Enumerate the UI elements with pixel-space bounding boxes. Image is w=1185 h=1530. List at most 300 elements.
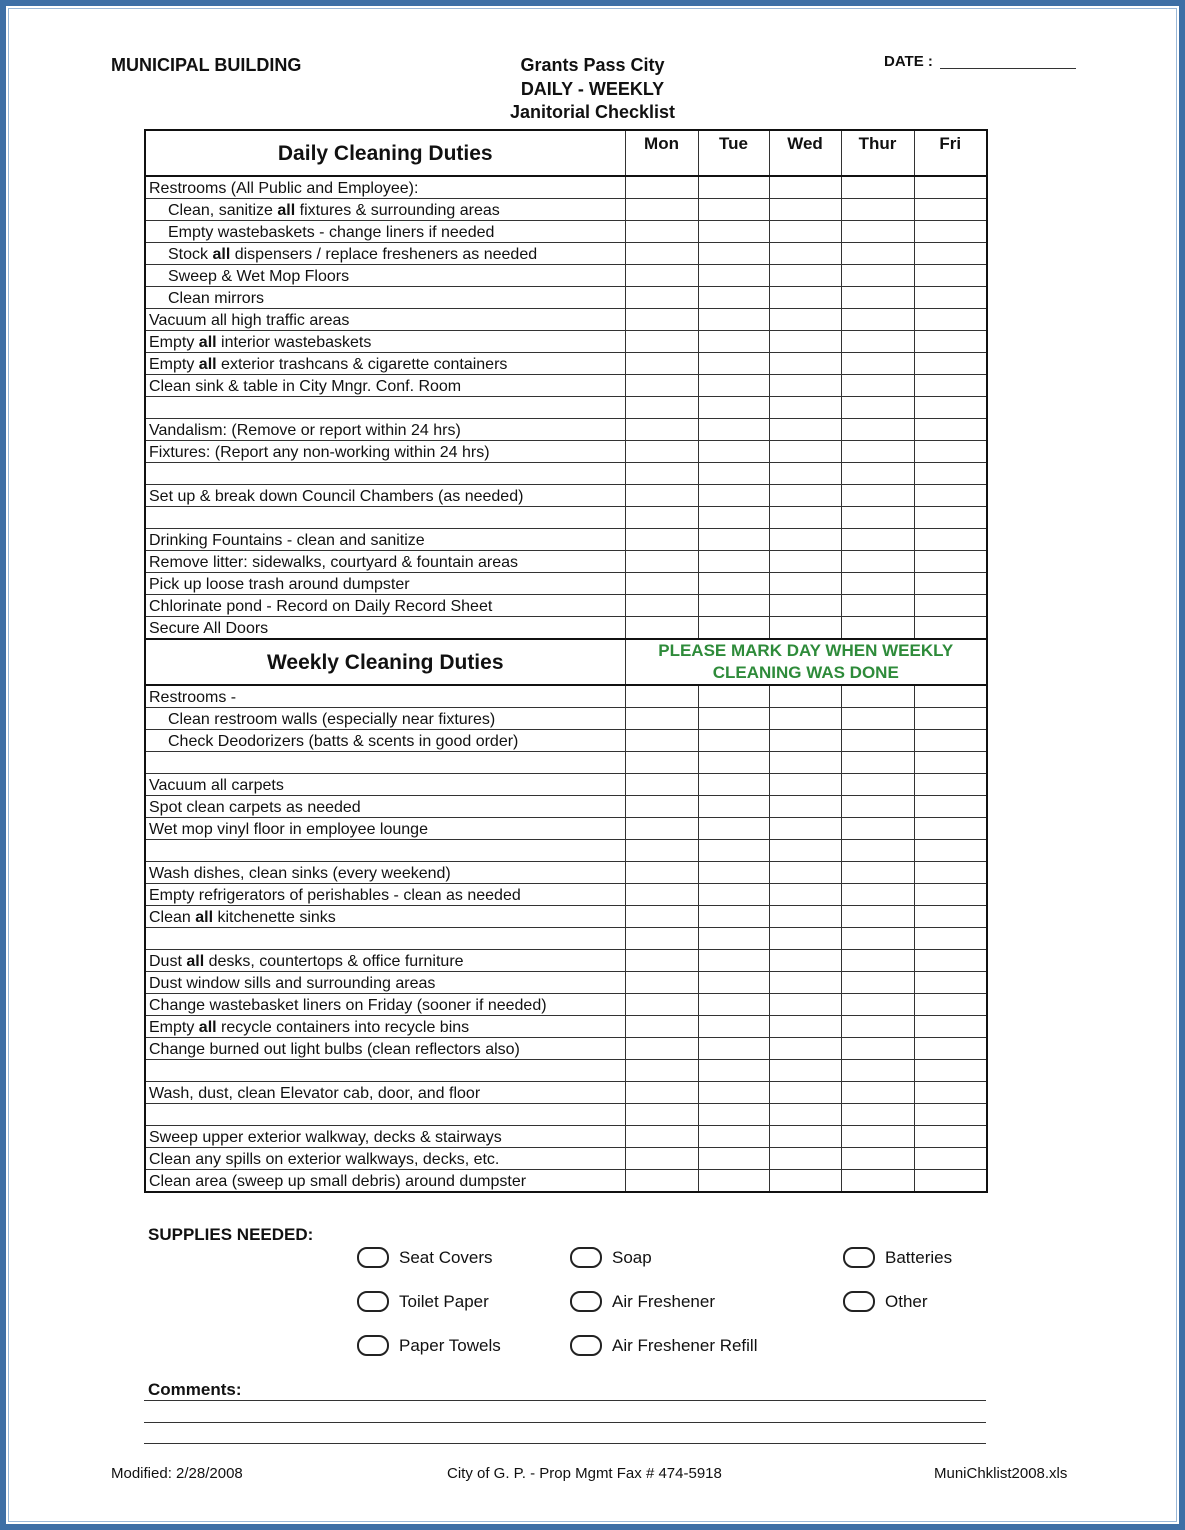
checkbox-cell-wed[interactable] [769, 485, 841, 507]
checkbox-cell-thur[interactable] [841, 463, 914, 485]
checkbox-cell-fri[interactable] [914, 199, 987, 221]
checkbox-cell-fri[interactable] [914, 551, 987, 573]
checkbox-cell-mon[interactable] [625, 774, 698, 796]
checkbox-cell-tue[interactable] [698, 796, 769, 818]
task-label [145, 617, 625, 640]
weekly-note-line: CLEANING WAS DONE [712, 663, 899, 682]
checkbox-cell-thur[interactable] [841, 950, 914, 972]
task-row [145, 1148, 987, 1170]
supply-option[interactable] [843, 1247, 952, 1268]
checkbox-cell-tue[interactable] [698, 1126, 769, 1148]
checkbox-cell-thur[interactable] [841, 573, 914, 595]
checkbox-cell-wed[interactable] [769, 1104, 841, 1126]
checkbox-cell-thur[interactable] [841, 906, 914, 928]
supply-checkbox-icon[interactable] [570, 1247, 602, 1268]
checkbox-cell-fri[interactable] [914, 507, 987, 529]
task-text: Spot clean carpets as needed [149, 799, 361, 816]
checkbox-cell-tue[interactable] [698, 331, 769, 353]
document-title [445, 54, 740, 125]
checkbox-cell-thur[interactable] [841, 708, 914, 730]
checkbox-cell-mon[interactable] [625, 906, 698, 928]
checkbox-cell-thur[interactable] [841, 928, 914, 950]
checkbox-cell-wed[interactable] [769, 529, 841, 551]
checkbox-cell-tue[interactable] [698, 353, 769, 375]
supply-checkbox-icon[interactable] [570, 1335, 602, 1356]
checkbox-cell-mon[interactable] [625, 708, 698, 730]
checkbox-cell-wed[interactable] [769, 1126, 841, 1148]
checkbox-cell-fri[interactable] [914, 397, 987, 419]
checkbox-cell-mon[interactable] [625, 752, 698, 774]
checkbox-cell-thur[interactable] [841, 595, 914, 617]
checkbox-cell-tue[interactable] [698, 730, 769, 752]
supply-checkbox-icon[interactable] [570, 1291, 602, 1312]
checkbox-cell-tue[interactable] [698, 265, 769, 287]
task-row [145, 265, 987, 287]
checkbox-cell-wed[interactable] [769, 397, 841, 419]
checkbox-cell-wed[interactable] [769, 708, 841, 730]
checkbox-cell-wed[interactable] [769, 685, 841, 708]
checkbox-cell-tue[interactable] [698, 287, 769, 309]
checkbox-cell-tue[interactable] [698, 176, 769, 199]
day-header-mon: Mon [625, 130, 698, 176]
checkbox-cell-thur[interactable] [841, 685, 914, 708]
checkbox-cell-tue[interactable] [698, 199, 769, 221]
checkbox-cell-fri[interactable] [914, 1148, 987, 1170]
task-label [145, 796, 625, 818]
checkbox-cell-tue[interactable] [698, 1104, 769, 1126]
checkbox-cell-wed[interactable] [769, 1082, 841, 1104]
checkbox-cell-thur[interactable] [841, 507, 914, 529]
checkbox-cell-tue[interactable] [698, 1016, 769, 1038]
checkbox-cell-fri[interactable] [914, 928, 987, 950]
checkbox-cell-tue[interactable] [698, 573, 769, 595]
checkbox-cell-fri[interactable] [914, 708, 987, 730]
checkbox-cell-tue[interactable] [698, 529, 769, 551]
checkbox-cell-wed[interactable] [769, 309, 841, 331]
checkbox-cell-mon[interactable] [625, 1060, 698, 1082]
footer-fax: City of G. P. - Prop Mgmt Fax # 474-5918 [447, 1465, 722, 1482]
checkbox-cell-mon[interactable] [625, 862, 698, 884]
checkbox-cell-fri[interactable] [914, 1016, 987, 1038]
checkbox-cell-wed[interactable] [769, 862, 841, 884]
daily-section-title: Daily Cleaning Duties [145, 130, 625, 176]
checkbox-cell-mon[interactable] [625, 397, 698, 419]
comments-line[interactable] [144, 1400, 986, 1401]
checkbox-cell-mon[interactable] [625, 265, 698, 287]
checkbox-cell-fri[interactable] [914, 463, 987, 485]
checkbox-cell-tue[interactable] [698, 309, 769, 331]
checkbox-cell-mon[interactable] [625, 463, 698, 485]
checkbox-cell-wed[interactable] [769, 419, 841, 441]
task-text: Dust [149, 953, 187, 970]
checkbox-cell-wed[interactable] [769, 573, 841, 595]
checkbox-cell-wed[interactable] [769, 906, 841, 928]
checkbox-cell-fri[interactable] [914, 485, 987, 507]
checkbox-cell-tue[interactable] [698, 972, 769, 994]
checkbox-cell-mon[interactable] [625, 441, 698, 463]
supply-checkbox-icon[interactable] [357, 1335, 389, 1356]
checkbox-cell-thur[interactable] [841, 730, 914, 752]
checkbox-cell-tue[interactable] [698, 862, 769, 884]
checkbox-cell-wed[interactable] [769, 994, 841, 1016]
checkbox-cell-fri[interactable] [914, 617, 987, 640]
task-row [145, 1104, 987, 1126]
task-row [145, 529, 987, 551]
checkbox-cell-tue[interactable] [698, 884, 769, 906]
checkbox-cell-mon[interactable] [625, 507, 698, 529]
task-text-emphasis: all [198, 1019, 217, 1036]
supply-label: Air Freshener [612, 1291, 715, 1311]
task-label [145, 176, 625, 199]
checkbox-cell-tue[interactable] [698, 485, 769, 507]
checkbox-cell-thur[interactable] [841, 796, 914, 818]
checkbox-cell-tue[interactable] [698, 441, 769, 463]
checkbox-cell-wed[interactable] [769, 730, 841, 752]
checkbox-cell-wed[interactable] [769, 972, 841, 994]
checkbox-cell-thur[interactable] [841, 1038, 914, 1060]
task-row [145, 774, 987, 796]
task-label [145, 685, 625, 708]
checkbox-cell-fri[interactable] [914, 1170, 987, 1193]
checkbox-cell-fri[interactable] [914, 972, 987, 994]
task-row [145, 730, 987, 752]
checkbox-cell-mon[interactable] [625, 928, 698, 950]
checkbox-cell-tue[interactable] [698, 551, 769, 573]
checkbox-cell-tue[interactable] [698, 818, 769, 840]
checkbox-cell-thur[interactable] [841, 375, 914, 397]
supply-checkbox-icon[interactable] [843, 1291, 875, 1312]
checkbox-cell-mon[interactable] [625, 551, 698, 573]
checkbox-cell-fri[interactable] [914, 1082, 987, 1104]
task-text: Fixtures: (Report any non-working within 24 hrs) [149, 444, 490, 461]
checkbox-cell-tue[interactable] [698, 1170, 769, 1193]
checkbox-cell-mon[interactable] [625, 375, 698, 397]
day-header-thur: Thur [841, 130, 914, 176]
task-label [145, 1170, 625, 1193]
supply-checkbox-icon[interactable] [357, 1291, 389, 1312]
checkbox-cell-wed[interactable] [769, 375, 841, 397]
task-text: Sweep & Wet Mop Floors [168, 268, 350, 285]
checkbox-cell-mon[interactable] [625, 1104, 698, 1126]
checkbox-cell-mon[interactable] [625, 950, 698, 972]
checkbox-cell-fri[interactable] [914, 950, 987, 972]
task-text: Vandalism: (Remove or report within 24 hrs) [149, 422, 461, 439]
checkbox-cell-thur[interactable] [841, 287, 914, 309]
task-row [145, 1082, 987, 1104]
checkbox-cell-fri[interactable] [914, 774, 987, 796]
checkbox-cell-mon[interactable] [625, 419, 698, 441]
checkbox-cell-thur[interactable] [841, 752, 914, 774]
task-text: Clean any spills on exterior walkways, decks, etc. [149, 1151, 500, 1168]
task-label [145, 441, 625, 463]
supply-option[interactable] [570, 1335, 758, 1356]
checkbox-cell-tue[interactable] [698, 708, 769, 730]
checkbox-cell-wed[interactable] [769, 818, 841, 840]
checkbox-cell-wed[interactable] [769, 796, 841, 818]
task-label [145, 419, 625, 441]
task-row [145, 309, 987, 331]
checkbox-cell-thur[interactable] [841, 419, 914, 441]
checkbox-cell-tue[interactable] [698, 906, 769, 928]
checkbox-cell-mon[interactable] [625, 221, 698, 243]
checkbox-cell-wed[interactable] [769, 199, 841, 221]
checkbox-cell-mon[interactable] [625, 884, 698, 906]
checkbox-cell-fri[interactable] [914, 265, 987, 287]
checkbox-cell-wed[interactable] [769, 1170, 841, 1193]
checkbox-cell-fri[interactable] [914, 441, 987, 463]
checkbox-cell-mon[interactable] [625, 840, 698, 862]
checkbox-cell-fri[interactable] [914, 796, 987, 818]
checkbox-cell-thur[interactable] [841, 265, 914, 287]
checkbox-cell-wed[interactable] [769, 950, 841, 972]
task-text: Clean sink & table in City Mngr. Conf. Room [149, 378, 462, 395]
checkbox-cell-tue[interactable] [698, 463, 769, 485]
checkbox-cell-wed[interactable] [769, 441, 841, 463]
checkbox-cell-fri[interactable] [914, 994, 987, 1016]
checkbox-cell-fri[interactable] [914, 419, 987, 441]
checkbox-cell-wed[interactable] [769, 774, 841, 796]
task-row [145, 840, 987, 862]
checkbox-cell-mon[interactable] [625, 331, 698, 353]
task-text: Change burned out light bulbs (clean reflectors also) [149, 1041, 520, 1058]
checkbox-cell-tue[interactable] [698, 994, 769, 1016]
checkbox-cell-thur[interactable] [841, 353, 914, 375]
checkbox-cell-thur[interactable] [841, 529, 914, 551]
checkbox-cell-wed[interactable] [769, 551, 841, 573]
checkbox-cell-wed[interactable] [769, 463, 841, 485]
task-text: Drinking Fountains - clean and sanitize [149, 532, 425, 549]
checkbox-cell-tue[interactable] [698, 1038, 769, 1060]
checkbox-cell-fri[interactable] [914, 818, 987, 840]
title-line-2: DAILY - WEEKLY [520, 78, 665, 99]
checkbox-cell-mon[interactable] [625, 796, 698, 818]
checkbox-cell-wed[interactable] [769, 265, 841, 287]
checkbox-cell-mon[interactable] [625, 685, 698, 708]
checkbox-cell-fri[interactable] [914, 906, 987, 928]
checkbox-cell-wed[interactable] [769, 617, 841, 640]
checkbox-cell-thur[interactable] [841, 1016, 914, 1038]
checkbox-cell-thur[interactable] [841, 774, 914, 796]
checkbox-cell-wed[interactable] [769, 752, 841, 774]
checkbox-cell-wed[interactable] [769, 928, 841, 950]
task-label [145, 928, 625, 950]
checkbox-cell-mon[interactable] [625, 1148, 698, 1170]
checkbox-cell-wed[interactable] [769, 1038, 841, 1060]
checkbox-cell-mon[interactable] [625, 1082, 698, 1104]
task-label [145, 1148, 625, 1170]
checkbox-cell-wed[interactable] [769, 884, 841, 906]
checkbox-cell-tue[interactable] [698, 397, 769, 419]
task-text: Remove litter: sidewalks, courtyard & fountain areas [149, 554, 519, 571]
task-row [145, 708, 987, 730]
task-label [145, 243, 625, 265]
task-row [145, 928, 987, 950]
checkbox-cell-thur[interactable] [841, 199, 914, 221]
checkbox-cell-fri[interactable] [914, 331, 987, 353]
checkbox-cell-thur[interactable] [841, 1126, 914, 1148]
checkbox-cell-thur[interactable] [841, 397, 914, 419]
checkbox-cell-thur[interactable] [841, 1148, 914, 1170]
task-text: exterior trashcans & cigarette containers [216, 356, 508, 373]
supply-option[interactable] [843, 1291, 928, 1312]
checkbox-cell-mon[interactable] [625, 176, 698, 199]
weekly-section-title: Weekly Cleaning Duties [145, 639, 625, 685]
task-label [145, 463, 625, 485]
checkbox-cell-fri[interactable] [914, 884, 987, 906]
checkbox-cell-thur[interactable] [841, 884, 914, 906]
checkbox-cell-mon[interactable] [625, 573, 698, 595]
task-row [145, 287, 987, 309]
checkbox-cell-thur[interactable] [841, 551, 914, 573]
checkbox-cell-wed[interactable] [769, 176, 841, 199]
checkbox-cell-mon[interactable] [625, 243, 698, 265]
checkbox-cell-mon[interactable] [625, 1016, 698, 1038]
checkbox-cell-wed[interactable] [769, 353, 841, 375]
checkbox-cell-mon[interactable] [625, 199, 698, 221]
task-row [145, 617, 987, 640]
checkbox-cell-thur[interactable] [841, 221, 914, 243]
checkbox-cell-tue[interactable] [698, 221, 769, 243]
checkbox-cell-tue[interactable] [698, 950, 769, 972]
checkbox-cell-mon[interactable] [625, 485, 698, 507]
checkbox-cell-wed[interactable] [769, 507, 841, 529]
checkbox-cell-tue[interactable] [698, 419, 769, 441]
checkbox-cell-thur[interactable] [841, 309, 914, 331]
checkbox-cell-thur[interactable] [841, 1060, 914, 1082]
checkbox-cell-tue[interactable] [698, 507, 769, 529]
checkbox-cell-fri[interactable] [914, 353, 987, 375]
checkbox-cell-tue[interactable] [698, 774, 769, 796]
checkbox-cell-fri[interactable] [914, 221, 987, 243]
checkbox-cell-thur[interactable] [841, 331, 914, 353]
checkbox-cell-fri[interactable] [914, 176, 987, 199]
checkbox-cell-tue[interactable] [698, 1082, 769, 1104]
checkbox-cell-fri[interactable] [914, 840, 987, 862]
checkbox-cell-thur[interactable] [841, 441, 914, 463]
checkbox-cell-fri[interactable] [914, 595, 987, 617]
checkbox-cell-mon[interactable] [625, 595, 698, 617]
supply-option[interactable] [570, 1291, 715, 1312]
checkbox-cell-wed[interactable] [769, 243, 841, 265]
checkbox-cell-mon[interactable] [625, 730, 698, 752]
checkbox-cell-tue[interactable] [698, 685, 769, 708]
checkbox-cell-wed[interactable] [769, 287, 841, 309]
checkbox-cell-mon[interactable] [625, 994, 698, 1016]
supply-option[interactable] [357, 1291, 489, 1312]
checkbox-cell-mon[interactable] [625, 529, 698, 551]
supply-option[interactable] [570, 1247, 652, 1268]
date-field[interactable] [940, 68, 1076, 69]
checkbox-cell-wed[interactable] [769, 1148, 841, 1170]
checkbox-cell-fri[interactable] [914, 529, 987, 551]
task-label [145, 862, 625, 884]
checkbox-cell-thur[interactable] [841, 176, 914, 199]
supply-checkbox-icon[interactable] [357, 1247, 389, 1268]
checkbox-cell-mon[interactable] [625, 1038, 698, 1060]
checkbox-cell-thur[interactable] [841, 617, 914, 640]
checkbox-cell-fri[interactable] [914, 375, 987, 397]
supply-label: Other [885, 1291, 928, 1311]
checkbox-cell-mon[interactable] [625, 287, 698, 309]
task-text: Secure All Doors [149, 620, 269, 637]
task-text: Vacuum all high traffic areas [149, 312, 350, 329]
checkbox-cell-wed[interactable] [769, 331, 841, 353]
checkbox-cell-wed[interactable] [769, 595, 841, 617]
checkbox-cell-mon[interactable] [625, 353, 698, 375]
checkbox-cell-mon[interactable] [625, 309, 698, 331]
checkbox-cell-thur[interactable] [841, 818, 914, 840]
checkbox-cell-tue[interactable] [698, 375, 769, 397]
checkbox-cell-fri[interactable] [914, 287, 987, 309]
comments-line[interactable] [144, 1422, 986, 1423]
checkbox-cell-thur[interactable] [841, 485, 914, 507]
supply-checkbox-icon[interactable] [843, 1247, 875, 1268]
checkbox-cell-wed[interactable] [769, 221, 841, 243]
checkbox-cell-tue[interactable] [698, 1148, 769, 1170]
footer-modified: Modified: 2/28/2008 [111, 1465, 243, 1482]
supply-option[interactable] [357, 1247, 493, 1268]
checkbox-cell-tue[interactable] [698, 928, 769, 950]
checkbox-cell-thur[interactable] [841, 1104, 914, 1126]
checkbox-cell-fri[interactable] [914, 685, 987, 708]
checkbox-cell-fri[interactable] [914, 730, 987, 752]
task-label [145, 265, 625, 287]
comments-line[interactable] [144, 1443, 986, 1444]
checkbox-cell-wed[interactable] [769, 840, 841, 862]
checkbox-cell-fri[interactable] [914, 1060, 987, 1082]
checkbox-cell-thur[interactable] [841, 1082, 914, 1104]
checkbox-cell-fri[interactable] [914, 1126, 987, 1148]
checkbox-cell-tue[interactable] [698, 1060, 769, 1082]
task-row [145, 884, 987, 906]
checkbox-cell-fri[interactable] [914, 309, 987, 331]
checkbox-cell-tue[interactable] [698, 595, 769, 617]
task-row [145, 818, 987, 840]
checkbox-cell-fri[interactable] [914, 1038, 987, 1060]
checkbox-cell-fri[interactable] [914, 752, 987, 774]
checkbox-cell-tue[interactable] [698, 840, 769, 862]
checkbox-cell-mon[interactable] [625, 818, 698, 840]
checkbox-cell-thur[interactable] [841, 1170, 914, 1193]
checkbox-cell-mon[interactable] [625, 617, 698, 640]
checkbox-cell-thur[interactable] [841, 862, 914, 884]
supply-option[interactable] [357, 1335, 501, 1356]
checkbox-cell-mon[interactable] [625, 972, 698, 994]
checkbox-cell-mon[interactable] [625, 1170, 698, 1193]
task-label [145, 730, 625, 752]
checkbox-cell-thur[interactable] [841, 243, 914, 265]
task-row [145, 685, 987, 708]
task-label [145, 1016, 625, 1038]
task-text: Stock [168, 246, 213, 263]
checkbox-cell-tue[interactable] [698, 617, 769, 640]
task-row [145, 176, 987, 199]
checkbox-cell-tue[interactable] [698, 752, 769, 774]
checkbox-cell-tue[interactable] [698, 243, 769, 265]
checkbox-cell-thur[interactable] [841, 840, 914, 862]
checkbox-cell-fri[interactable] [914, 573, 987, 595]
checkbox-cell-thur[interactable] [841, 972, 914, 994]
checkbox-cell-thur[interactable] [841, 994, 914, 1016]
task-text: kitchenette sinks [213, 909, 336, 926]
checkbox-cell-fri[interactable] [914, 243, 987, 265]
checkbox-cell-fri[interactable] [914, 862, 987, 884]
checkbox-cell-wed[interactable] [769, 1060, 841, 1082]
checkbox-cell-fri[interactable] [914, 1104, 987, 1126]
task-row [145, 507, 987, 529]
checkbox-cell-mon[interactable] [625, 1126, 698, 1148]
checkbox-cell-wed[interactable] [769, 1016, 841, 1038]
